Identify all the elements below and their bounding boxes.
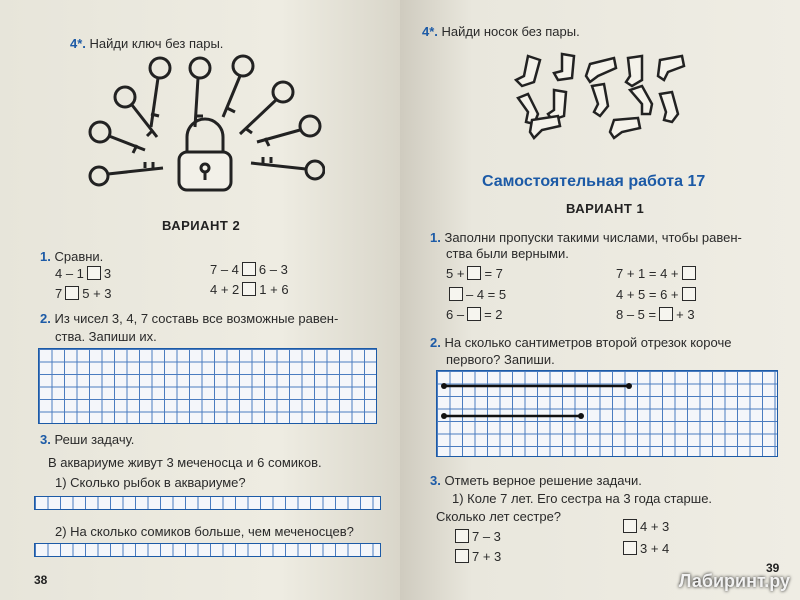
sock-icon	[516, 56, 540, 86]
compare-expr: 5 + 3	[82, 286, 112, 301]
segment-endpoint	[578, 413, 584, 419]
right-task4-text: Найди носок без пары.	[441, 24, 580, 39]
sock-icon	[660, 92, 678, 122]
compare-row-2-left	[55, 286, 112, 301]
right-task1-text: Заполни пропуски такими числами, чтобы равен-	[444, 230, 742, 245]
right-task3-number: 3.	[430, 473, 441, 488]
sock-icon	[530, 116, 560, 138]
fill-row-3-left	[446, 307, 503, 322]
sock-icon	[592, 84, 608, 116]
fill-row-1-left	[446, 266, 503, 281]
right-task1-line1	[430, 230, 742, 245]
compare-box[interactable]	[65, 286, 79, 300]
compare-expr: 4 – 1	[55, 266, 84, 281]
key-icon	[257, 116, 320, 146]
compare-row-2-right	[210, 282, 289, 297]
left-task1-line	[40, 249, 103, 264]
option-checkbox[interactable]	[455, 529, 469, 543]
equation-part: 6 –	[446, 307, 465, 322]
option-3[interactable]	[620, 519, 669, 534]
sock-icon	[586, 58, 616, 82]
keys-illustration	[85, 52, 325, 202]
option-label: 3 + 4	[640, 541, 670, 556]
fill-box[interactable]	[682, 287, 696, 301]
left-task3-statement: В аквариуме живут 3 меченосца и 6 сомиков.	[48, 455, 322, 470]
sock-icon	[630, 86, 652, 114]
left-task4-text: Найди ключ без пары.	[89, 36, 224, 51]
fill-row-1-right	[616, 266, 699, 281]
key-icon	[115, 87, 157, 137]
padlock-icon	[179, 119, 231, 190]
right-task2-text: На сколько сантиметров второй отрезок короче	[444, 335, 732, 350]
option-4[interactable]	[620, 541, 669, 556]
socks-illustration	[510, 50, 690, 142]
segment-endpoint	[626, 383, 632, 389]
fill-row-2-right	[616, 287, 699, 302]
segment-endpoint	[441, 383, 447, 389]
compare-expr: 3	[103, 266, 112, 281]
left-task2-text: Из чисел 3, 4, 7 составь все возможные равен-	[54, 311, 339, 326]
left-task3-line	[40, 432, 134, 447]
equation-part: = 7	[484, 266, 503, 281]
left-task3-number: 3.	[40, 432, 51, 447]
left-answer-grid[interactable]	[38, 348, 377, 424]
key-icon	[240, 82, 293, 134]
equation-part: = 2	[484, 307, 503, 322]
option-label: 7 + 3	[472, 549, 502, 564]
compare-row-1-right	[210, 262, 288, 277]
key-icon	[90, 122, 145, 153]
key-icon	[190, 58, 210, 127]
right-task2-number: 2.	[430, 335, 441, 350]
key-icon	[90, 162, 163, 185]
left-task4-number: 4*.	[70, 36, 86, 51]
sock-icon	[554, 54, 574, 80]
compare-expr: 7 – 4	[210, 262, 239, 277]
left-task4-line	[70, 36, 223, 51]
right-task1-line2: ства были верными.	[446, 246, 569, 261]
left-task2-line2: ства. Запиши их.	[55, 329, 157, 344]
right-task2-line1	[430, 335, 731, 350]
fill-box[interactable]	[467, 266, 481, 280]
right-task3-statement: 1) Коле 7 лет. Его сестра на 3 года старше.	[452, 491, 713, 506]
compare-row-1-left	[55, 266, 111, 281]
left-task2-number: 2.	[40, 311, 51, 326]
option-label: 4 + 3	[640, 519, 670, 534]
right-task4-number: 4*.	[422, 24, 438, 39]
key-icon	[223, 56, 253, 117]
equation-part: 4 + 5 = 6 +	[616, 287, 679, 302]
right-task2-line2: первого? Запиши.	[446, 352, 555, 367]
equation-part: 5 +	[446, 266, 465, 281]
right-page-number: 39	[766, 561, 780, 575]
right-task3-question: Сколько лет сестре?	[436, 509, 562, 524]
option-checkbox[interactable]	[623, 541, 637, 555]
sock-icon	[610, 118, 640, 138]
right-task1-number: 1.	[430, 230, 441, 245]
compare-box[interactable]	[87, 266, 101, 280]
fill-box[interactable]	[467, 307, 481, 321]
key-icon	[251, 157, 324, 179]
watermark: Лабиринт.ру	[678, 571, 790, 591]
right-task3-line	[430, 473, 642, 488]
right-page	[400, 0, 800, 600]
option-checkbox[interactable]	[623, 519, 637, 533]
left-answer-row-2[interactable]	[34, 543, 381, 557]
equation-part: 8 – 5 =	[616, 307, 657, 322]
left-task3-question2: 2) На сколько сомиков больше, чем меченосцев?	[55, 524, 354, 539]
left-task3-question1: 1) Сколько рыбок в аквариуме?	[55, 475, 246, 490]
fill-row-2-left	[446, 287, 506, 302]
right-task4-line	[422, 24, 580, 39]
compare-box[interactable]	[242, 282, 256, 296]
segments-drawing	[436, 370, 776, 455]
left-task2-line1	[40, 311, 338, 326]
left-task3-text: Реши задачу.	[54, 432, 135, 447]
left-answer-row-1[interactable]	[34, 496, 381, 510]
left-variant-heading: ВАРИАНТ 2	[162, 218, 241, 233]
left-page-number: 38	[34, 573, 48, 587]
option-2[interactable]	[452, 549, 501, 564]
compare-expr: 1 + 6	[259, 282, 289, 297]
fill-row-3-right	[616, 307, 695, 322]
compare-expr: 7	[55, 286, 63, 301]
fill-box[interactable]	[449, 287, 463, 301]
equation-part: + 3	[676, 307, 695, 322]
compare-expr: 6 – 3	[258, 262, 288, 277]
left-task1-number: 1.	[40, 249, 51, 264]
option-1[interactable]	[452, 529, 501, 544]
right-task3-text: Отметь верное решение задачи.	[444, 473, 642, 488]
compare-box[interactable]	[242, 262, 256, 276]
equation-part: – 4 = 5	[466, 287, 507, 302]
fill-box[interactable]	[659, 307, 673, 321]
sock-icon	[626, 56, 642, 86]
option-checkbox[interactable]	[455, 549, 469, 563]
compare-expr: 4 + 2	[210, 282, 240, 297]
key-icon	[150, 58, 170, 127]
right-page-title: Самостоятельная работа 17	[482, 173, 706, 190]
option-label: 7 – 3	[472, 529, 501, 544]
equation-part: 7 + 1 = 4 +	[616, 266, 679, 281]
sock-icon	[658, 56, 684, 80]
segment-endpoint	[441, 413, 447, 419]
fill-box[interactable]	[682, 266, 696, 280]
right-variant-heading: ВАРИАНТ 1	[566, 201, 645, 216]
left-task1-text: Сравни.	[54, 249, 104, 264]
